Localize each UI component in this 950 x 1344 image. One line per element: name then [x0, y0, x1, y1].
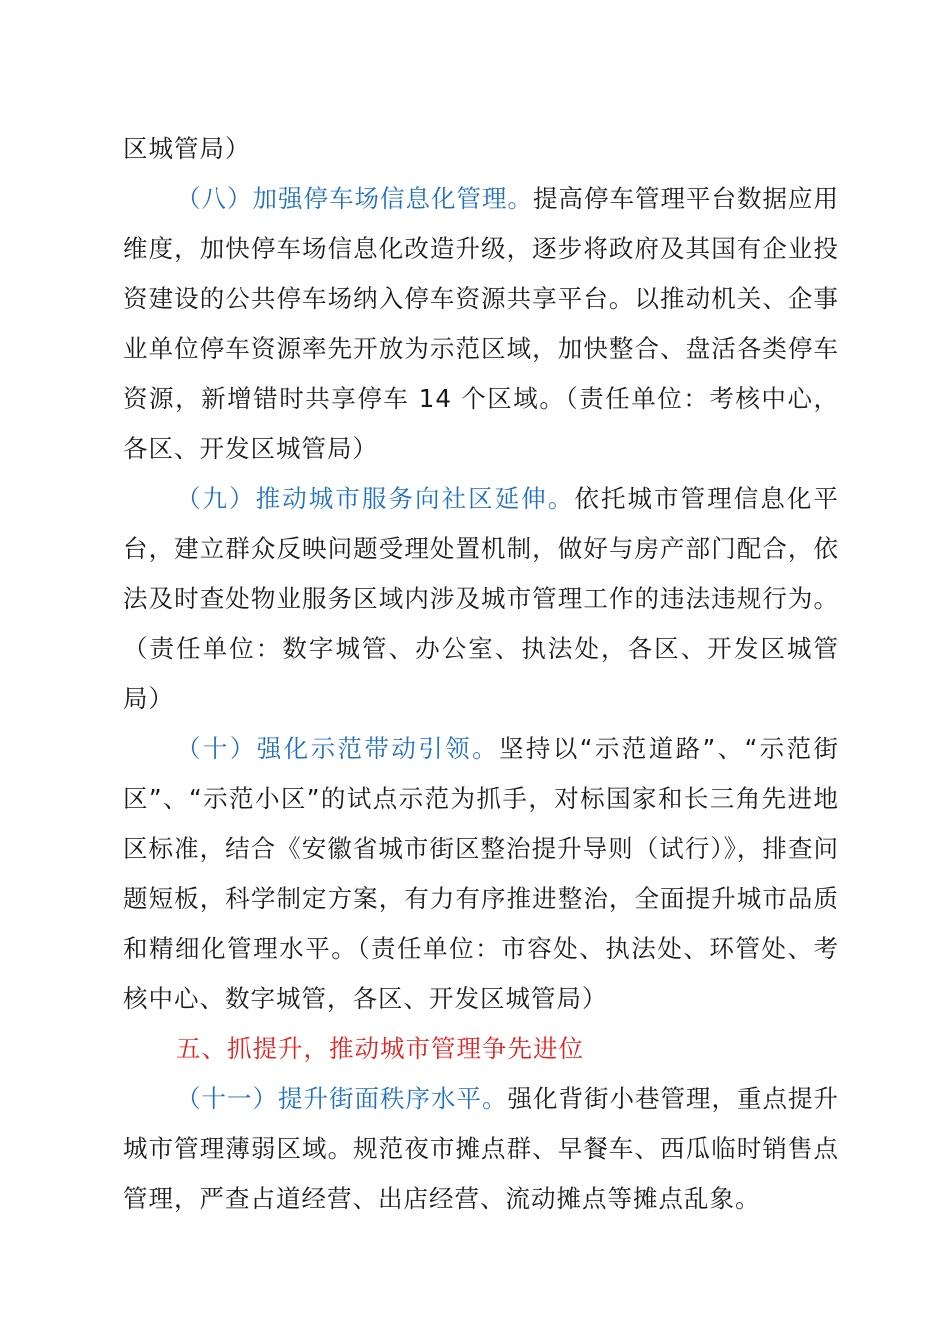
item-heading-10: （十）强化示范带动引领。 — [176, 734, 500, 763]
section-heading-5: 五、抓提升，推动城市管理争先进位 — [176, 1034, 584, 1063]
item-body-8: 提高停车管理平台数据应用维度，加快停车场信息化改造升级，逐步将政府及其国有企业投资建设的公共停车场纳入停车资源共享平台。以推动机关、企事业单位停车资源率先开放为示范区域，加快整合、盘活各类停车资源，新增错时共享停车 14 个区域。（责任单位：考核中心，各区、开发区城管局） — [123, 184, 839, 463]
item-heading-11: （十一）提升街面秩序水平。 — [176, 1084, 508, 1113]
paragraph-item-10 — [123, 724, 839, 1024]
paragraph-continuation — [123, 124, 839, 174]
paragraph-item-11 — [123, 1074, 839, 1224]
paragraph-text: 区城管局） — [123, 134, 251, 163]
paragraph-item-9 — [123, 474, 839, 724]
paragraph-item-8 — [123, 174, 839, 474]
item-heading-9: （九）推动城市服务向社区延伸。 — [176, 484, 575, 513]
item-body-11: 强化背街小巷管理，重点提升城市管理薄弱区域。规范夜市摊点群、早餐车、西瓜临时销售点管理，严查占道经营、出店经营、流动摊点等摊点乱象。 — [123, 1084, 839, 1213]
item-body-10: 坚持以“示范道路”、“示范街区”、“示范小区”的试点示范为抓手，对标国家和长三角先进地区标准，结合《安徽省城市街区整治提升导则（试行）》，排查问题短板，科学制定方案，有力有序推进整治，全面提升城市品质和精细化管理水平。（责任单位：市容处、执法处、环管处、考核中心、数字城管，各区、开发区城管局） — [123, 734, 840, 1013]
document-page — [123, 124, 839, 1224]
item-heading-8: （八）加强停车场信息化管理。 — [176, 184, 533, 213]
item-body-9: 依托城市管理信息化平台，建立群众反映问题受理处置机制，做好与房产部门配合，依法及时查处物业服务区域内涉及城市管理工作的违法违规行为。（责任单位：数字城管、办公室、执法处，各区、开发区城管局） — [123, 484, 839, 713]
